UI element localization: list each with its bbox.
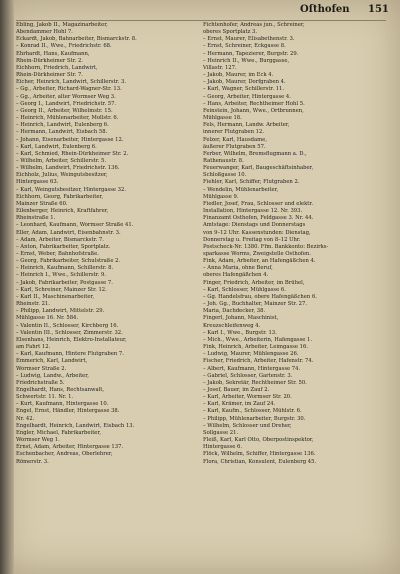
directory-entry: Eller, Adam, Landwirt, Eisenbahnstr. 3. <box>16 229 121 236</box>
directory-entry: – Karl, Weingutsbesitzer, Hintergasse 32. <box>16 186 127 193</box>
directory-entry: am Fahrt 12. <box>16 344 51 351</box>
directory-entry: – Josef, Bauer, im Zauf 2. <box>203 386 270 393</box>
directory-entry: Rheinstr. 21. <box>16 301 50 308</box>
directory-entry: Installation, Hintergasse 12. Nr. 393. <box>203 208 303 215</box>
directory-entry: – Wilhelm, Arbeiter, Schillerstr. 5. <box>16 157 107 164</box>
directory-entry: – Gg., Arbeiter, alter Wormser Weg 3. <box>16 93 116 100</box>
directory-entry: Mühlgasse 16. Nr. 584. <box>16 315 79 322</box>
directory-entry: Ernst, Adam, Arbeiter, Hintergasse 137. <box>16 444 124 451</box>
directory-entry: – Konrad II., Wwe., Friedrichstr. 68. <box>16 43 112 50</box>
directory-entry: – Kurt, Kaufmann, Hintergasse 10. <box>16 401 109 408</box>
directory-entry: Mainzer Straße 60. <box>16 200 68 207</box>
directory-entry: Eichhorn, Georg, Fabrikarbeiter, <box>16 193 104 200</box>
directory-entry: Wormser Straße 2. <box>16 365 67 372</box>
directory-entry: – Heinrich, Mühlenarbeiter, Mollstr. 6. <box>16 115 119 122</box>
right-column <box>203 22 381 466</box>
directory-entry: Fiedler, Josef, Frau, Schlosser und elektr. <box>203 200 314 207</box>
directory-entry: Fischer, Friedrich, Arbeiter, Hafenstr. 74. <box>203 358 314 365</box>
directory-entry: – Jakob, Sekretär, Rechtheimer Str. 50. <box>203 379 307 386</box>
directory-entry: Engler, Michael, Fabrikarbeiter, <box>16 429 102 436</box>
directory-entry: Fink, Adam, Arbeiter, an Hafengäßchen 4. <box>203 258 316 265</box>
directory-entry: – Karl, Schreiner, Mainzer Str. 12. <box>16 286 107 293</box>
directory-entry: Rheinstraße 1. <box>16 215 56 222</box>
directory-entry: – Gabriel, Schlosser, Gartenstr. 3. <box>203 372 293 379</box>
directory-entry: Nr. 42. <box>16 415 35 422</box>
directory-entry: – Georg I., Landwirt, Friedrichstr. 57. <box>16 100 117 107</box>
directory-entry: – Jakob, Maurer, im Eck 4. <box>203 72 274 79</box>
directory-entry: – Hermann, Landwirt, Eisbach 58. <box>16 129 108 136</box>
directory-entry: Fingerl, Johann, Maschinist, <box>203 315 279 322</box>
directory-entry: – Heinrich, Kaufmann, Schillerstr. 8. <box>16 265 114 272</box>
directory-entry: – Georg II., Arbeiter, Wilhelmstr. 15. <box>16 107 113 114</box>
directory-entry: – Johann, Eisenarbeiter, Hintergasse 12. <box>16 136 124 143</box>
directory-entry: oberes Sportplatz 3. <box>203 29 258 36</box>
directory-entry: Eckardt, Jakob, Bahnarbeiter, Bismarckstr. 8. <box>16 36 137 43</box>
directory-entry: sparkasse Worms, Zweigstelle Osthofen. <box>203 251 311 257</box>
directory-entry: Rhein-Dürkheimer Str. 2. <box>16 57 83 64</box>
directory-entry: von 9–12 Uhr. Kassenstunden: Dienstag, <box>203 229 311 236</box>
directory-entry: – Albert, Kaufmann, Hintergasse 74. <box>203 365 301 372</box>
directory-entry: – Wilhelm, Schlosser und Dreher, <box>203 422 292 429</box>
directory-entry: – Karl, Krämer, im Zauf 24. <box>203 401 276 408</box>
directory-entry: Römerstr. 3. <box>16 458 49 465</box>
directory-entry: – Karl, Landwirt, Eulenberg 6. <box>16 143 97 150</box>
directory-entry: – Heinrich, Landwirt, Eulenberg 6. <box>16 122 109 129</box>
directory-entry: – Mich., Wwe., Arbeiterin, Hafengasse 1. <box>203 336 313 343</box>
directory-entry: Feinstein, Johann, Wwe., Ortbrunnen, <box>203 107 304 114</box>
directory-entry: – Wendelin, Mühlenarbeiter, <box>203 186 279 193</box>
header-rule <box>16 20 386 21</box>
directory-entry: – Karl, Kaufm., Schlosser, Mühlstr. 6. <box>203 408 302 415</box>
directory-entry: Ebling, Jakob II., Magazinarbeiter, <box>16 22 108 28</box>
directory-entry: Fink, Heinrich, Arbeiter, Leimgasse 16. <box>203 344 309 351</box>
directory-entry: – Anna Maria, ohne Beruf, <box>203 265 273 272</box>
directory-entry: Fels, Hermann, Landw. Arbeiter, <box>203 122 290 129</box>
page-header <box>0 4 400 18</box>
directory-entry: Engelhardt, Heinrich, Landwirt, Eisbach 13. <box>16 422 135 429</box>
directory-entry: Eichholz, Julius, Weingutsbesitzer, <box>16 172 108 179</box>
directory-entry: – Ernst, Schreiner, Eckgasse 8. <box>203 43 286 50</box>
directory-entry: – Philipp, Mühlenarbeiter, Burgstr. 30. <box>203 415 306 422</box>
directory-entry: Kreuzschleifenweg 4. <box>203 322 261 329</box>
directory-entry: Feuerwanger, Karl, Baugeschäftsinhaber, <box>203 165 314 172</box>
directory-entry: – Heinrich I., Wwe., Schillerstr. 9. <box>16 272 106 279</box>
directory-entry: Hintergasse 6. <box>203 444 243 451</box>
directory-entry: Hintergasse 63. <box>16 179 59 186</box>
directory-entry: – Wilhelm, Landwirt, Friedrichstr. 136. <box>16 165 120 172</box>
directory-entry: – Adam, Arbeiter, Bismarckstr. 7. <box>16 236 104 243</box>
directory-entry: Eilenberger, Heinrich, Kraftfahrer, <box>16 208 109 215</box>
directory-entry: Eicher, Heinrich, Landwirt, Schillerstr. 3. <box>16 79 126 86</box>
book-spine-shadow <box>0 0 14 574</box>
directory-entry: Elsenhans, Heinrich, Elektro-Installateur, <box>16 336 127 343</box>
directory-entry: Finger, Friedrich, Arbeiter, im Brühel, <box>203 279 305 286</box>
directory-entry: Amtstage: Dienstags und Donnerstags <box>203 222 306 229</box>
directory-entry: Finanzamt Osthofen, Feldgasse 3. Nr. 44. <box>203 215 314 222</box>
directory-entry: innerer Flutgraben 12. <box>203 129 265 136</box>
directory-entry: – Karl, Schlosser, Mühlgasse 6. <box>203 286 286 293</box>
directory-entry: – Ludwig, Landw., Arbeiter, <box>16 372 89 379</box>
directory-entry: – Leonhard, Kaufmann, Wormser Straße 41. <box>16 222 134 229</box>
directory-entry: oberes Hafengäßchen 4. <box>203 272 269 279</box>
directory-entry: Eschenbacher, Andreas, Oberlehrer, <box>16 451 113 458</box>
directory-entry: – Anton, Fabrikarbeiter, Sportplatz. <box>16 243 111 250</box>
directory-entry: – Karl II., Maschinenarbeiter, <box>16 293 95 300</box>
directory-entry: Postscheck-Nr. 1380. Ffm. Bankkonto: Bezirks- <box>203 243 329 250</box>
directory-entry: – Karl I., Wwe., Burgstr. 13. <box>203 329 277 336</box>
directory-entry: Donnerstag u. Freitag von 8–12 Uhr. <box>203 236 301 243</box>
directory-entry: Flora, Christian, Konsulent, Eulenberg 45. <box>203 458 317 465</box>
directory-entry: Fichtenhofer, Andreas jun., Schreiner, <box>203 22 305 28</box>
directory-entry: Engel, Ernst, Händler, Hintergasse 38. <box>16 408 120 415</box>
directory-entry: – Gg., Arbeiter, Richard-Wagner-Str. 13. <box>16 86 122 93</box>
directory-entry: äußerer Flutgraben 57. <box>203 143 266 150</box>
directory-entry: – Ernst, Weber, Bahnhofstraße. <box>16 251 99 257</box>
directory-entry: – Jakob, Fabrikarbeiter, Postgasse 7. <box>16 279 113 286</box>
directory-entry: Flöck, Wilhelm, Schiffer, Hintergasse 136. <box>203 451 316 458</box>
page-title: Oſthofen <box>300 4 350 15</box>
directory-entry: Ehrhardt, Hans, Kaufmann, <box>16 50 90 57</box>
directory-entry: – Valentin II., Schlosser, Kirchberg 16. <box>16 322 119 329</box>
directory-entry: – Ernst, Maurer, Elisabethenstr. 3. <box>203 36 295 43</box>
directory-entry: Fleiß, Karl, Karl Otto, Oberpostinspektor, <box>203 437 314 444</box>
directory-entry: – Ludwig, Maurer, Mühlengasse 26. <box>203 351 299 358</box>
directory-entry: Villastr. 127. <box>203 64 237 71</box>
directory-entry: – Heinrich II., Wwe., Burggasse, <box>203 57 290 64</box>
directory-entry: Ferber, Wilhelm, Bremsflugmann a. D., <box>203 150 307 157</box>
directory-entry: Fiehler, Karl, Schiffer, Flutgraben 2. <box>203 179 300 186</box>
directory-entry: – Karl, Kaufmann, Hintere Flutgraben 7. <box>16 351 124 358</box>
directory-entry: Emmerich, Karl, Landwirt, <box>16 358 88 365</box>
directory-entry: Abendammer Hohl 7. <box>16 29 73 36</box>
directory-entry: – Philipp, Landwirt, Mittelstr. 29. <box>16 308 105 315</box>
directory-entry: Sollgasse 21. <box>203 429 239 436</box>
directory-entry: Eichhorn, Friedrich, Landwirt, <box>16 64 98 71</box>
directory-entry: Schwertstr. 11. Nr. 1. <box>16 394 74 401</box>
directory-entry: Rathenaustr. 8. <box>203 157 244 164</box>
directory-entry: – Karl, Arbeiter, Wormser Str. 20. <box>203 394 292 401</box>
directory-entry: – Karl, Schmied, Rhein-Dürkheimer Str. 2. <box>16 150 129 157</box>
directory-entry: – Valentin III., Schlosser, Zimmerstr. 32. <box>16 329 123 336</box>
directory-entry: – Georg, Fabrikarbeiter, Schulstraße 2. <box>16 258 121 265</box>
directory-entry: Wormser Weg 1. <box>16 437 60 444</box>
directory-entry: Engelhardt, Hans, Rechtsanwalt, <box>16 386 105 393</box>
directory-entry: Rhein-Dürkheimer Str. 7. <box>16 72 83 79</box>
directory-entry: – Gg. Handelsfrau, obere Hafengäßchen 6. <box>203 293 317 300</box>
directory-entry: – Hans, Arbeiter, Rechtheimer Hohl 5. <box>203 100 305 107</box>
page-number: 151 <box>368 4 389 15</box>
directory-entry: Mühlgasse 18. <box>203 115 242 122</box>
directory-entry: – Jakob, Maurer, Dorfgraben 4. <box>203 79 286 86</box>
directory-entry: – Karl, Wagner, Schillerstr. 11. <box>203 86 285 93</box>
directory-entry: – Hermann, Tapezierer, Burgstr. 29. <box>203 50 299 57</box>
directory-entry: – Joh. Gg., Buchhalter, Mainzer Str. 27. <box>203 301 308 308</box>
directory-entry: Schloßgasse 10. <box>203 172 247 179</box>
left-column <box>16 22 194 466</box>
directory-entry: – Georg, Arbeiter, Hintergasse 4. <box>203 93 291 100</box>
directory-entry: Maria, Dachdecker, 38. <box>203 308 266 315</box>
directory-entry: Mühlgasse 9. <box>203 193 239 200</box>
directory-entry: Felzer, Karl, Hausdame, <box>203 136 267 143</box>
directory-entry: Friedrichstraße 5. <box>16 379 65 386</box>
